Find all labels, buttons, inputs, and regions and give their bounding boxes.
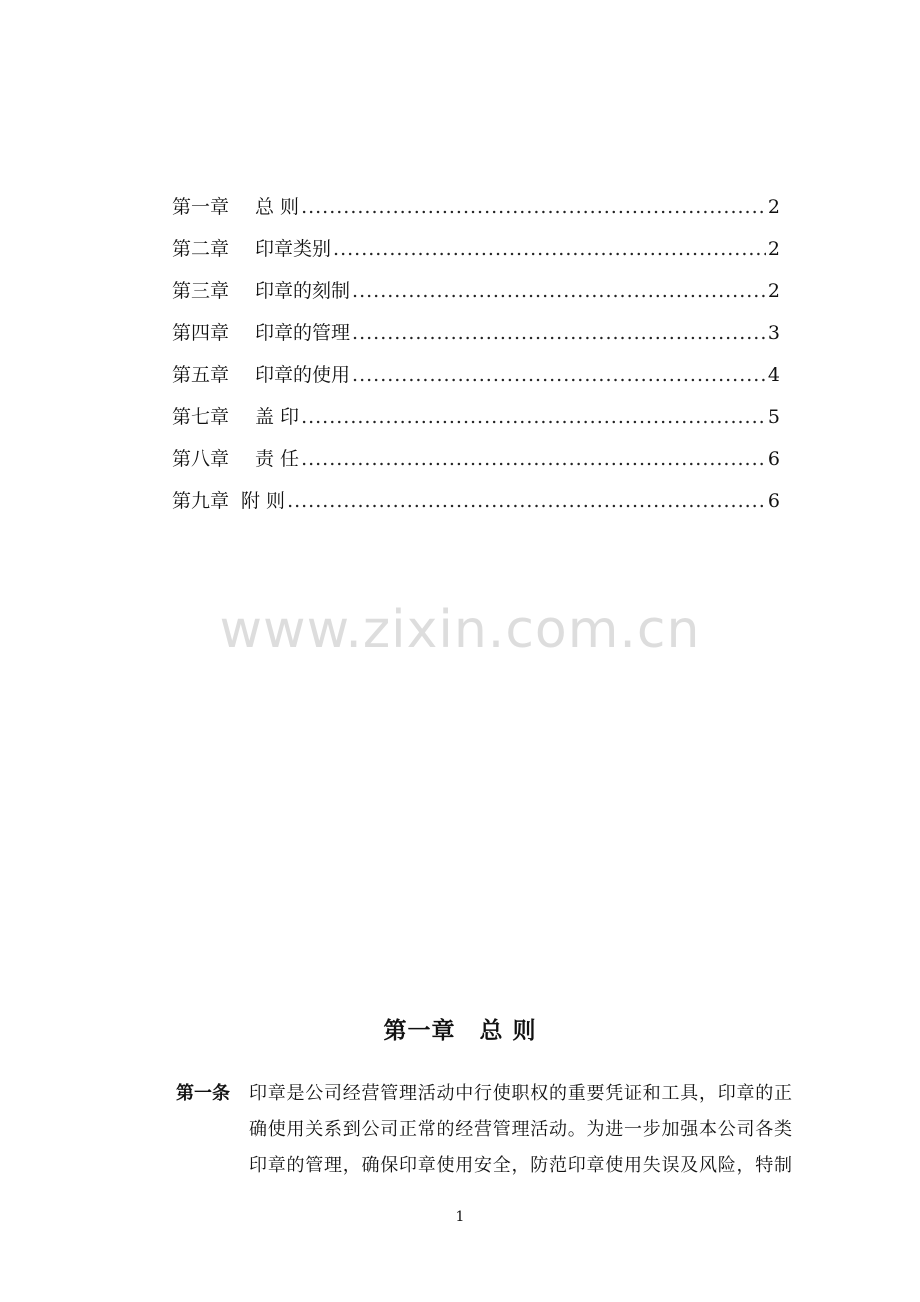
toc-chapter-title: 印章的使用 — [255, 364, 351, 386]
toc-chapter-title: 盖 印 — [255, 406, 300, 428]
toc-dot-leader — [333, 228, 766, 270]
toc-entry[interactable] — [172, 480, 780, 522]
toc-chapter-title: 印章类别 — [255, 238, 332, 260]
toc-dot-leader — [301, 396, 766, 438]
toc-dot-leader — [301, 186, 766, 228]
toc-page-number: 3 — [767, 322, 780, 344]
article-body — [249, 1076, 792, 1184]
article-line: 确使用关系到公司正常的经营管理活动。为进一步加强本公司各类 — [249, 1119, 792, 1140]
toc-chapter-number: 第五章 — [172, 364, 230, 386]
toc-chapter-number: 第八章 — [172, 448, 230, 470]
article-line: 印章是公司经营管理活动中行使职权的重要凭证和工具，印章的正 — [249, 1083, 792, 1104]
toc-page-number: 6 — [767, 448, 780, 470]
toc-chapter-title: 印章的刻制 — [255, 280, 351, 302]
toc-chapter-number: 第一章 — [172, 196, 230, 218]
toc-entry[interactable] — [172, 312, 780, 354]
toc-chapter-number: 第四章 — [172, 322, 230, 344]
toc-page-number: 5 — [767, 406, 780, 428]
chapter-heading: 第一章 总 则 — [383, 1017, 537, 1044]
toc-chapter-number: 第二章 — [172, 238, 230, 260]
toc-entry[interactable] — [172, 438, 780, 480]
toc-dot-leader — [352, 270, 766, 312]
toc-chapter-title: 总 则 — [255, 196, 300, 218]
toc-page-number: 6 — [767, 490, 780, 512]
page-number: 1 — [455, 1209, 465, 1225]
toc-page-number: 2 — [767, 280, 780, 302]
watermark: www.zixin.com.cn — [219, 600, 701, 660]
article-line: 印章的管理，确保印章使用安全，防范印章使用失误及风险，特制 — [249, 1155, 792, 1176]
toc-page-number: 2 — [767, 196, 780, 218]
toc-chapter-title: 附 则 — [241, 490, 286, 512]
toc-dot-leader — [352, 312, 766, 354]
toc-entry[interactable] — [172, 270, 780, 312]
table-of-contents — [172, 186, 780, 522]
toc-chapter-number: 第七章 — [172, 406, 230, 428]
toc-chapter-number: 第三章 — [172, 280, 230, 302]
article-label: 第一条 — [176, 1083, 230, 1104]
toc-dot-leader — [287, 480, 766, 522]
toc-entry[interactable] — [172, 354, 780, 396]
toc-chapter-title: 责 任 — [255, 448, 300, 470]
toc-entry[interactable] — [172, 396, 780, 438]
toc-dot-leader — [352, 354, 766, 396]
toc-entry[interactable] — [172, 186, 780, 228]
toc-page-number: 4 — [767, 364, 780, 386]
toc-chapter-number: 第九章 — [172, 490, 230, 512]
toc-page-number: 2 — [767, 238, 780, 260]
toc-chapter-title: 印章的管理 — [255, 322, 351, 344]
toc-entry[interactable] — [172, 228, 780, 270]
toc-dot-leader — [301, 438, 766, 480]
